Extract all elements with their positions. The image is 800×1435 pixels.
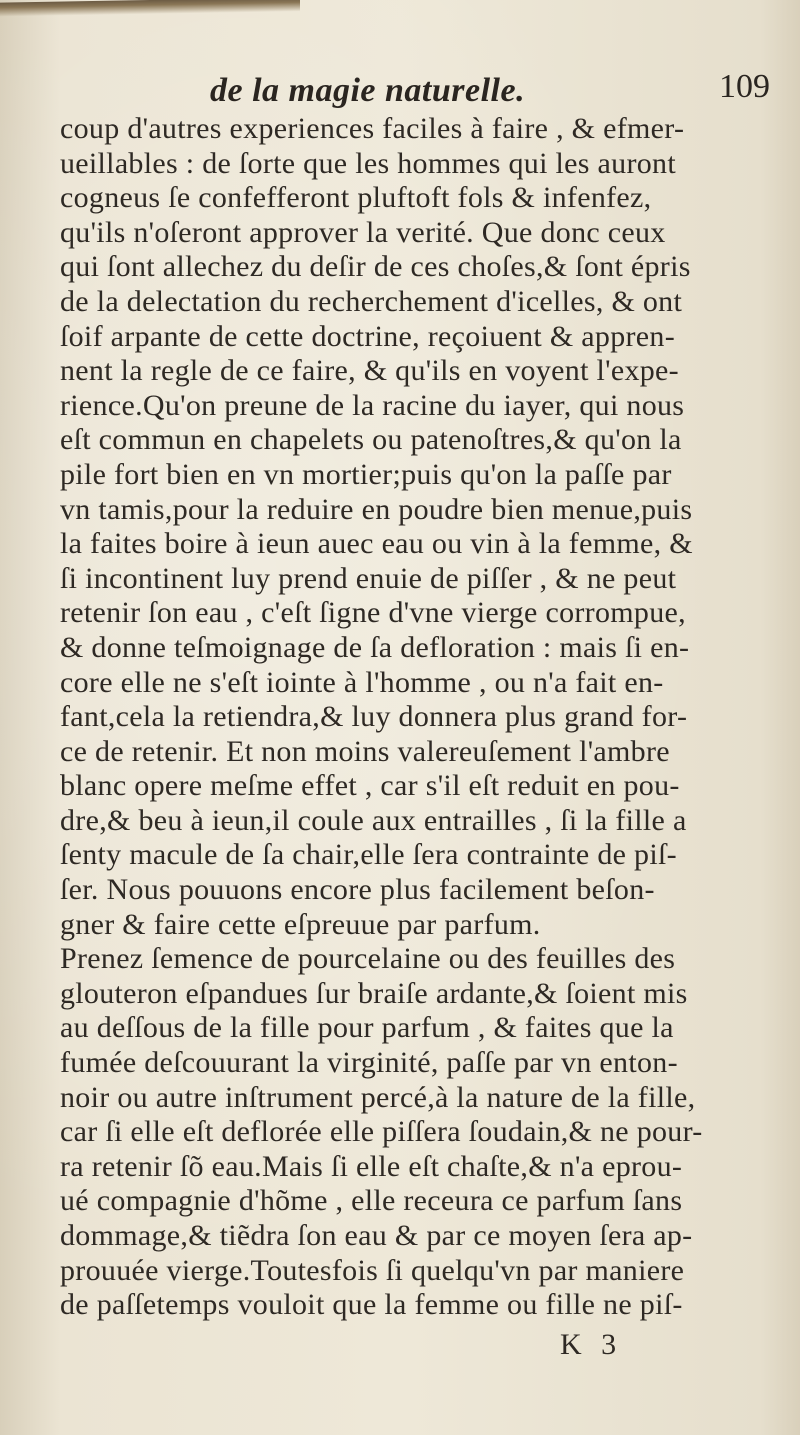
text-line: dommage,& tiẽdra ſon eau & par ce moyen ſera ap- xyxy=(60,1219,693,1252)
text-line: nent la regle de ce faire, & qu'ils en voyent l'expe- xyxy=(60,354,679,388)
text-line: glouteron eſpandues ſur braiſe ardante,& ſoient mis xyxy=(60,976,688,1010)
text-line: rience.Qu'on preune de la racine du iayer, qui nous xyxy=(60,388,685,422)
text-line: ſoif arpante de cette doctrine, reçoiuent & appren- xyxy=(60,319,676,353)
text-line: blanc opere meſme effet , car s'il eſt reduit en pou- xyxy=(60,769,680,803)
text-line: prouuée vierge.Toutesfois ſi quelqu'vn par maniere xyxy=(60,1253,685,1287)
text-line: la faites boire à ieun auec eau ou vin à la femme, & xyxy=(60,527,693,561)
signature-mark: K 3 xyxy=(560,1328,623,1361)
text-line: vn tamis,pour la reduire en poudre bien menue,puis xyxy=(60,492,693,526)
text-line: ſer. Nous pouuons encore plus facilement beſon- xyxy=(60,873,655,907)
text-line: core elle ne s'eſt iointe à l'homme , ou n'a fait en- xyxy=(60,665,664,699)
text-line: ſenty macule de ſa chair,elle ſera contrainte de piſ- xyxy=(60,838,677,872)
text-line: ce de retenir. Et non moins valereuſement l'ambre xyxy=(60,734,670,768)
text-line: ué compagnie d'hõme , elle receura ce parfum ſans xyxy=(60,1184,683,1218)
text-line: dre,& beu à ieun,il coule aux entrailles , ſi la fille a xyxy=(60,803,687,837)
text-line: qu'ils n'oſeront approver la verité. Que donc ceux xyxy=(60,215,666,249)
page-number: 109 xyxy=(719,68,770,105)
text-line: pile fort bien en vn mortier;puis qu'on la paſſe par xyxy=(60,457,672,491)
page-edge-stain xyxy=(0,0,300,17)
text-line: & donne teſmoignage de ſa defloration : mais ſi en- xyxy=(60,630,690,664)
text-line: gner & faire cette eſpreuue par parfum. xyxy=(60,907,541,941)
text-line: coup d'autres experiences faciles à faire , & efmer- xyxy=(60,112,685,145)
text-line: car ſi elle eſt deflorée elle piſſera ſoudain,& ne pour- xyxy=(60,1115,703,1149)
text-line: de la delectation du recherchement d'icelles, & ont xyxy=(60,284,683,318)
text-line: cogneus ſe confefferont pluftoft fols & infenfez, xyxy=(60,181,652,215)
running-title: de la magie naturelle. xyxy=(210,72,526,109)
text-line: ueillables : de ſorte que les hommes qui les auront xyxy=(60,146,676,180)
text-line: noir ou autre inſtrument percé,à la nature de la fille, xyxy=(60,1080,696,1114)
text-line: fant,cela la retiendra,& luy donnera plus grand for- xyxy=(60,700,688,734)
text-line: ra retenir ſõ eau.Mais ſi elle eſt chaſte,& n'a eprou- xyxy=(60,1149,683,1183)
text-line: de paſſetemps vouloit que la femme ou fille ne piſ- xyxy=(60,1288,683,1322)
text-line: ſi incontinent luy prend enuie de piſſer , & ne peut xyxy=(60,561,677,595)
text-line: au deſſous de la fille pour parfum , & faites que la xyxy=(60,1011,674,1045)
body-text xyxy=(60,112,768,1323)
page-header xyxy=(210,68,770,118)
text-line: qui ſont allechez du deſir de ces choſes,& ſont épris xyxy=(60,250,691,284)
text-line: Prenez ſemence de pourcelaine ou des feuilles des xyxy=(60,942,676,976)
text-line: fumée deſcouurant la virginité, paſſe par vn enton- xyxy=(60,1046,678,1080)
text-line: eſt commun en chapelets ou patenoſtres,& qu'on la xyxy=(60,423,682,457)
text-line: retenir ſon eau , c'eſt ſigne d'vne vierge corrompue, xyxy=(60,596,686,630)
